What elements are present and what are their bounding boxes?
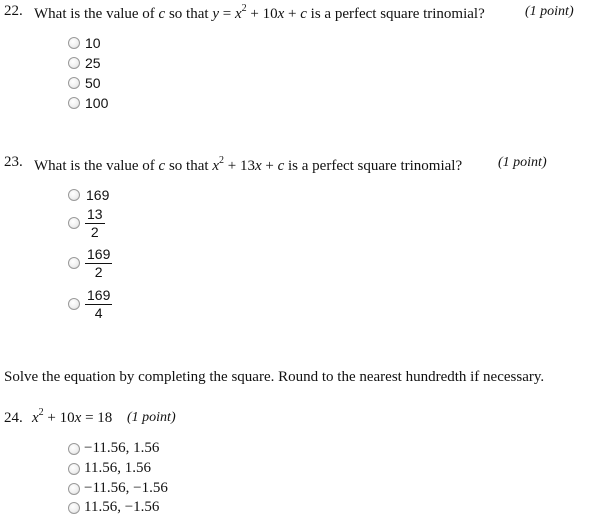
- answer-radio[interactable]: [68, 502, 80, 514]
- answer-radio[interactable]: [68, 97, 80, 109]
- question-text: What is the value of c so that $x^2 + 13x + c$ is a perfect square trinomial?: [34, 155, 463, 174]
- fraction-numerator: 13: [87, 206, 103, 222]
- fraction-numerator: 169: [87, 287, 111, 303]
- question-number: 23.: [4, 154, 23, 170]
- question-text: What is the value of c so that $y = x^2 + 10x + c$ is a perfect square trinomial?: [34, 3, 485, 22]
- fraction-denominator: 4: [94, 305, 103, 321]
- answer-label: 10: [85, 35, 101, 51]
- answer-radio[interactable]: [68, 463, 80, 475]
- answer-radio[interactable]: [68, 257, 80, 269]
- answer-radio[interactable]: [68, 57, 80, 69]
- points-label: (1 point): [498, 155, 547, 170]
- fraction-denominator: 2: [94, 264, 103, 280]
- fraction-denominator: 2: [90, 224, 99, 240]
- answer-radio[interactable]: [68, 483, 80, 495]
- answer-label: 100: [85, 95, 109, 111]
- points-label: (1 point): [127, 410, 176, 425]
- answer-radio[interactable]: [68, 189, 80, 201]
- answer-label: 25: [85, 55, 101, 71]
- points-label: (1 point): [525, 4, 574, 19]
- answer-label: −11.56, −1.56: [84, 480, 168, 496]
- fraction-numerator: 169: [87, 246, 111, 262]
- answer-radio[interactable]: [68, 217, 80, 229]
- answer-label: 11.56, −1.56: [84, 499, 160, 515]
- answer-label: 169: [86, 187, 110, 203]
- fraction-answer: [85, 206, 105, 241]
- fraction-answer: [85, 246, 112, 281]
- answer-radio[interactable]: [68, 77, 80, 89]
- answer-label: −11.56, 1.56: [84, 440, 160, 456]
- answer-label: 11.56, 1.56: [84, 460, 151, 476]
- question-number: 22.: [4, 3, 23, 19]
- section-instruction: Solve the equation by completing the square. Round to the nearest hundredth if necessary.: [4, 369, 545, 385]
- answer-radio[interactable]: [68, 443, 80, 455]
- question-number: 24.: [4, 410, 23, 426]
- fraction-answer: [85, 287, 112, 322]
- answer-radio[interactable]: [68, 37, 80, 49]
- answer-radio[interactable]: [68, 298, 80, 310]
- question-equation: $x^2 + 10x = 18$: [32, 407, 113, 426]
- answer-label: 50: [85, 75, 101, 91]
